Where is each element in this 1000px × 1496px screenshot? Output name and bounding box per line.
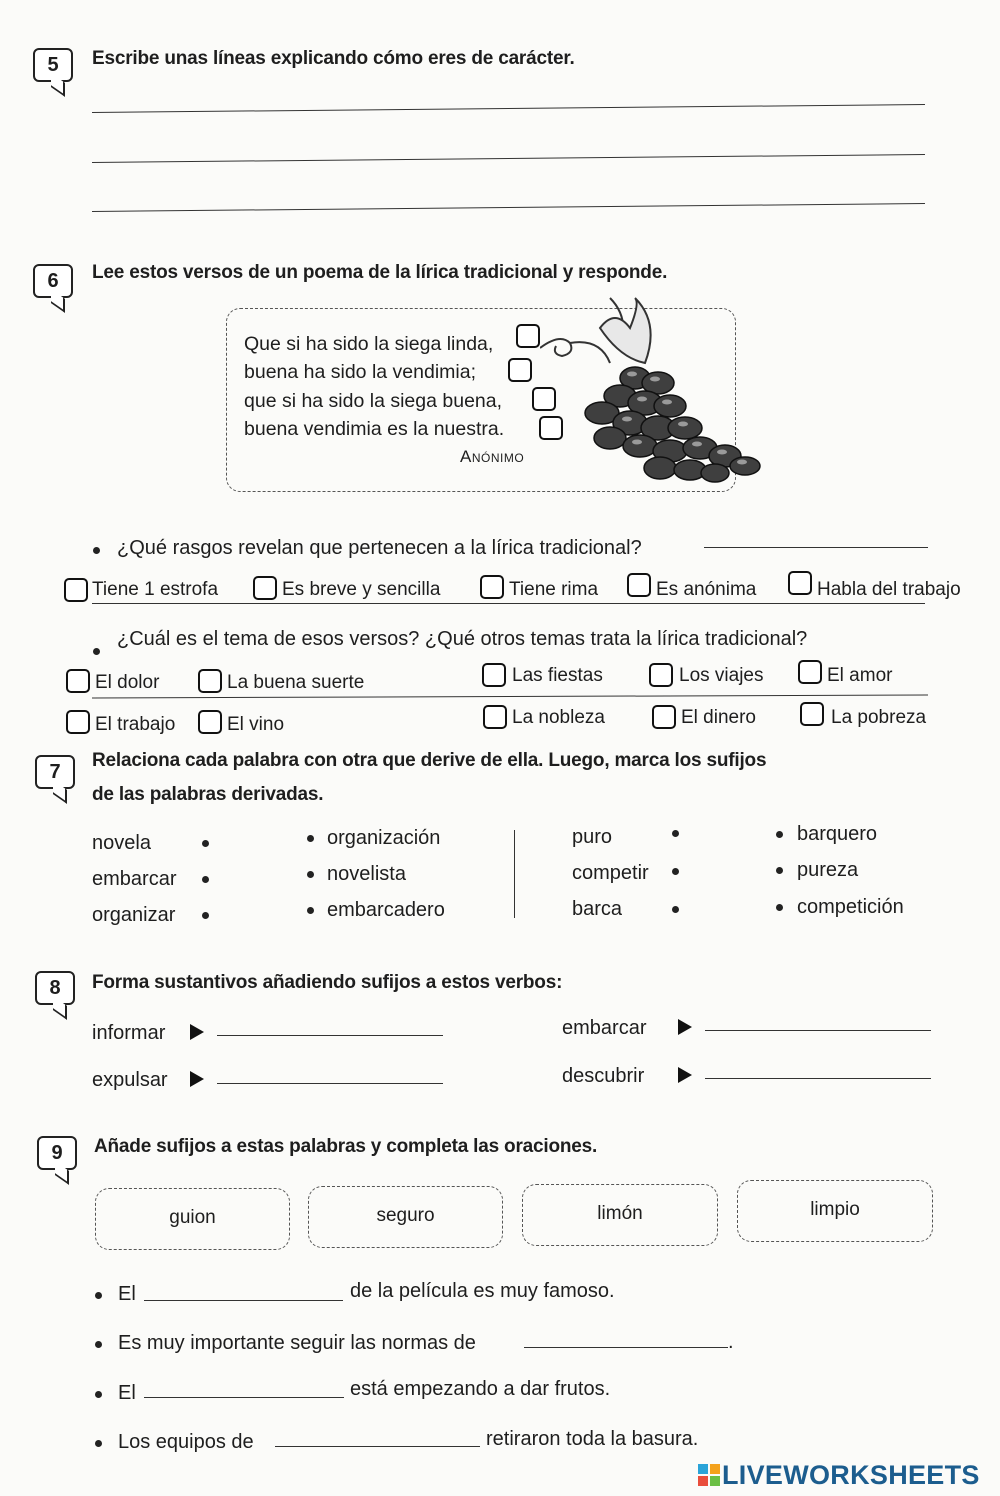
sentence-4-end: retiraron toda la basura. bbox=[486, 1428, 699, 1450]
option-checkbox[interactable] bbox=[66, 669, 90, 693]
word-box bbox=[95, 1188, 290, 1250]
match-dot[interactable] bbox=[307, 907, 314, 914]
sentence-2-blank[interactable] bbox=[524, 1347, 728, 1348]
word-box bbox=[522, 1184, 718, 1246]
base-word: barca bbox=[572, 898, 623, 920]
option-label: Tiene rima bbox=[509, 579, 599, 600]
option-checkbox[interactable] bbox=[652, 705, 676, 729]
verse-1-checkbox[interactable] bbox=[516, 324, 540, 348]
match-dot[interactable] bbox=[672, 868, 679, 875]
match-dot[interactable] bbox=[672, 906, 679, 913]
poem-verse-1: Que si ha sido la siega linda, bbox=[244, 333, 494, 355]
option-label: La nobleza bbox=[512, 707, 605, 728]
exercise-number-6: 6 bbox=[33, 264, 73, 298]
verb-label: informar bbox=[92, 1022, 166, 1044]
sentence-4-start: Los equipos de bbox=[118, 1431, 254, 1453]
match-dot[interactable] bbox=[776, 831, 783, 838]
verse-2-checkbox[interactable] bbox=[508, 358, 532, 382]
option-checkbox[interactable] bbox=[198, 710, 222, 734]
arrow-right-icon bbox=[190, 1024, 204, 1040]
exercise-number-9: 9 bbox=[37, 1136, 77, 1170]
option-checkbox[interactable] bbox=[482, 663, 506, 687]
match-dot[interactable] bbox=[307, 871, 314, 878]
exercise-number-5: 5 bbox=[33, 48, 73, 82]
sentence-3-blank[interactable] bbox=[144, 1397, 344, 1398]
poem-author: Anónimo bbox=[460, 447, 525, 466]
liveworksheets-logo-icon bbox=[698, 1464, 720, 1486]
match-dot[interactable] bbox=[202, 876, 209, 883]
column-divider bbox=[514, 830, 515, 918]
answer-line[interactable] bbox=[92, 104, 925, 113]
option-label: Las fiestas bbox=[512, 665, 603, 686]
exercise-number-7: 7 bbox=[35, 755, 75, 789]
answer-line[interactable] bbox=[92, 603, 925, 604]
sentence-1-end: de la película es muy famoso. bbox=[350, 1280, 615, 1302]
derived-word: embarcadero bbox=[327, 899, 445, 921]
bullet bbox=[95, 1341, 102, 1348]
option-label: La pobreza bbox=[831, 707, 927, 728]
answer-line[interactable] bbox=[92, 203, 925, 212]
bullet bbox=[93, 547, 100, 554]
base-word: organizar bbox=[92, 904, 176, 926]
option-checkbox[interactable] bbox=[64, 578, 88, 602]
option-label: Habla del trabajo bbox=[817, 579, 961, 600]
verb-label: embarcar bbox=[562, 1017, 647, 1039]
exercise-5-title: Escribe unas líneas explicando cómo eres de carácter. bbox=[92, 48, 575, 69]
sentence-2-end: . bbox=[728, 1331, 734, 1353]
question-1-answer-line[interactable] bbox=[704, 547, 928, 548]
word-box-label: seguro bbox=[376, 1205, 435, 1226]
exercise-6-title: Lee estos versos de un poema de la lírica tradicional y responde. bbox=[92, 262, 668, 283]
noun-answer-line[interactable] bbox=[705, 1030, 931, 1031]
exercise-9-title: Añade sufijos a estas palabras y completa las oraciones. bbox=[94, 1136, 598, 1157]
word-box-label: limpio bbox=[810, 1199, 860, 1220]
bullet bbox=[95, 1391, 102, 1398]
bullet bbox=[93, 648, 100, 655]
match-dot[interactable] bbox=[307, 835, 314, 842]
base-word: embarcar bbox=[92, 868, 177, 890]
word-box bbox=[308, 1186, 503, 1248]
question-2-text: ¿Cuál es el tema de esos versos? ¿Qué otros temas trata la lírica tradicional? bbox=[117, 628, 808, 650]
brand-name: LIVEWORKSHEETS bbox=[722, 1460, 980, 1490]
exercise-7-title-line-1: Relaciona cada palabra con otra que derive de ella. Luego, marca los sufijos bbox=[92, 750, 767, 771]
bullet bbox=[95, 1292, 102, 1299]
match-dot[interactable] bbox=[776, 867, 783, 874]
option-checkbox[interactable] bbox=[253, 576, 277, 600]
arrow-right-icon bbox=[678, 1019, 692, 1035]
bullet bbox=[95, 1440, 102, 1447]
poem-verse-4: buena vendimia es la nuestra. bbox=[244, 418, 505, 440]
base-word: puro bbox=[572, 826, 613, 848]
answer-line[interactable] bbox=[92, 154, 925, 163]
poem-verse-2: buena ha sido la vendimia; bbox=[244, 361, 476, 383]
option-checkbox[interactable] bbox=[649, 663, 673, 687]
option-label: El amor bbox=[827, 665, 893, 686]
derived-word: pureza bbox=[797, 859, 859, 881]
derived-word: organización bbox=[327, 827, 441, 849]
sentence-1-start: El bbox=[118, 1283, 136, 1305]
arrow-right-icon bbox=[678, 1067, 692, 1083]
poem-verse-3: que si ha sido la siega buena, bbox=[244, 390, 503, 412]
noun-answer-line[interactable] bbox=[217, 1035, 443, 1036]
option-checkbox[interactable] bbox=[798, 660, 822, 684]
option-label: El dolor bbox=[95, 672, 160, 693]
noun-answer-line[interactable] bbox=[705, 1078, 931, 1079]
option-label: Los viajes bbox=[679, 665, 764, 686]
option-label: El dinero bbox=[681, 707, 756, 728]
option-checkbox[interactable] bbox=[480, 575, 504, 599]
word-box-label: guion bbox=[169, 1207, 216, 1228]
word-box bbox=[737, 1180, 933, 1242]
derived-word: novelista bbox=[327, 863, 406, 885]
option-checkbox[interactable] bbox=[198, 669, 222, 693]
match-dot[interactable] bbox=[672, 830, 679, 837]
sentence-1-blank[interactable] bbox=[144, 1300, 343, 1301]
base-word: novela bbox=[92, 832, 151, 854]
option-checkbox[interactable] bbox=[800, 702, 824, 726]
match-dot[interactable] bbox=[202, 912, 209, 919]
option-checkbox[interactable] bbox=[788, 571, 812, 595]
sentence-3-start: El bbox=[118, 1382, 136, 1404]
verb-label: descubrir bbox=[562, 1065, 645, 1087]
exercise-7-title-line-2: de las palabras derivadas. bbox=[92, 784, 324, 805]
grapes-icon bbox=[540, 288, 770, 498]
match-dot[interactable] bbox=[776, 904, 783, 911]
derived-word: barquero bbox=[797, 823, 878, 845]
option-checkbox[interactable] bbox=[483, 705, 507, 729]
noun-answer-line[interactable] bbox=[217, 1083, 443, 1084]
base-word: competir bbox=[572, 862, 649, 884]
option-label: Es breve y sencilla bbox=[282, 579, 441, 600]
option-label: El trabajo bbox=[95, 714, 176, 735]
sentence-3-end: está empezando a dar frutos. bbox=[350, 1378, 611, 1400]
arrow-right-icon bbox=[190, 1071, 204, 1087]
match-dot[interactable] bbox=[202, 840, 209, 847]
derived-word: competición bbox=[797, 896, 904, 918]
sentence-4-blank[interactable] bbox=[275, 1446, 480, 1447]
option-label: Tiene 1 estrofa bbox=[92, 579, 219, 600]
exercise-number-8: 8 bbox=[35, 971, 75, 1005]
option-label: La buena suerte bbox=[227, 672, 365, 693]
question-1-text: ¿Qué rasgos revelan que pertenecen a la lírica tradicional? bbox=[117, 537, 642, 559]
word-box-label: limón bbox=[597, 1203, 643, 1224]
exercise-8-title: Forma sustantivos añadiendo sufijos a estos verbos: bbox=[92, 972, 563, 993]
verb-label: expulsar bbox=[92, 1069, 168, 1091]
option-checkbox[interactable] bbox=[66, 710, 90, 734]
option-checkbox[interactable] bbox=[627, 573, 651, 597]
sentence-2-start: Es muy importante seguir las normas de bbox=[118, 1332, 476, 1354]
option-label: El vino bbox=[227, 714, 285, 735]
answer-line[interactable] bbox=[92, 695, 928, 699]
option-label: Es anónima bbox=[656, 579, 757, 600]
